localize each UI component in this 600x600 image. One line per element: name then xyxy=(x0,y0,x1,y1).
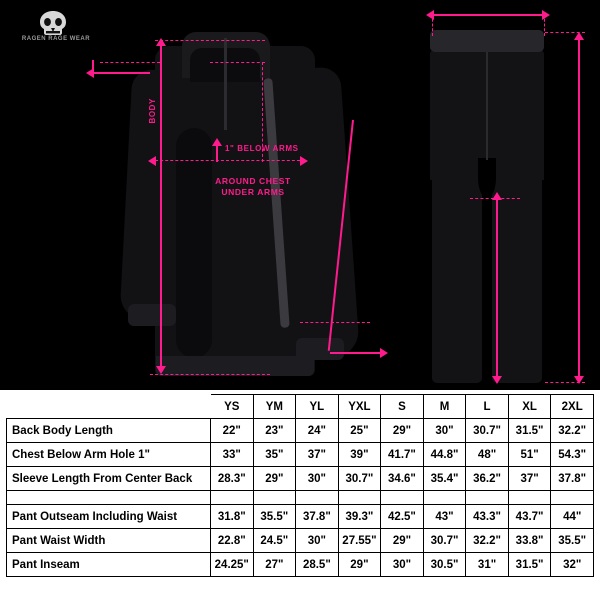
skull-icon xyxy=(36,10,70,36)
jacket-chest-guide xyxy=(150,160,305,161)
cell: 35" xyxy=(253,443,296,467)
pants-outseam-bottom-guide xyxy=(545,382,585,383)
spacer-cell xyxy=(381,491,424,505)
cell: 31.5" xyxy=(508,419,551,443)
spacer-cell xyxy=(296,491,339,505)
pants-graphic xyxy=(418,18,568,386)
size-table-container xyxy=(0,390,600,600)
pants-right-leg xyxy=(492,168,542,383)
cell: 37" xyxy=(508,467,551,491)
cell: 30" xyxy=(423,419,466,443)
sleeve-length-guide xyxy=(100,62,160,63)
table-row xyxy=(7,529,594,553)
jacket-armhole-guide xyxy=(262,62,263,162)
table-header-row xyxy=(7,395,594,419)
row-label: Sleeve Length From Center Back xyxy=(7,467,211,491)
cell: 31.5" xyxy=(508,553,551,577)
pants-waist-left-guide xyxy=(432,14,433,36)
cell: 43.7" xyxy=(508,505,551,529)
pants-inseam-line xyxy=(496,200,498,376)
jacket-body-length-line xyxy=(160,46,162,366)
cell: 29" xyxy=(338,553,381,577)
cell: 30.5" xyxy=(423,553,466,577)
jacket-left-cuff xyxy=(128,304,176,326)
cell: 43.3" xyxy=(466,505,509,529)
cell: 32" xyxy=(551,553,594,577)
jacket-below-arms-label: 1" BELOW ARMS xyxy=(225,144,299,153)
jacket-zipper xyxy=(224,38,227,130)
pants-outseam-top-guide xyxy=(545,32,585,33)
row-label: Chest Below Arm Hole 1" xyxy=(7,443,211,467)
row-label: Back Body Length xyxy=(7,419,211,443)
spacer-cell xyxy=(466,491,509,505)
cell: 33" xyxy=(211,443,254,467)
cell: 30.7" xyxy=(466,419,509,443)
cell: 43" xyxy=(423,505,466,529)
table-header-yxl: YXL xyxy=(338,395,381,419)
jacket-body-shadow xyxy=(176,128,212,358)
jacket-below-arms-arrow xyxy=(212,138,222,146)
cell: 30" xyxy=(296,529,339,553)
table-row xyxy=(7,467,594,491)
spacer-cell xyxy=(508,491,551,505)
cell: 30" xyxy=(381,553,424,577)
cell: 32.2" xyxy=(551,419,594,443)
table-header-ym: YM xyxy=(253,395,296,419)
cell: 25" xyxy=(338,419,381,443)
spacer-cell xyxy=(423,491,466,505)
size-table xyxy=(6,394,594,577)
cell: 41.7" xyxy=(381,443,424,467)
cell: 48" xyxy=(466,443,509,467)
pants-inseam-arrow-down xyxy=(492,376,502,384)
cell: 37.8" xyxy=(551,467,594,491)
cell: 35.4" xyxy=(423,467,466,491)
row-label: Pant Inseam xyxy=(7,553,211,577)
cell: 44.8" xyxy=(423,443,466,467)
sleeve-length-line-top xyxy=(92,72,150,74)
jacket-body-length-arrow-up xyxy=(156,38,166,46)
table-header-blank xyxy=(7,395,211,419)
cell: 29" xyxy=(253,467,296,491)
spacer-cell xyxy=(338,491,381,505)
spacer-cell xyxy=(211,491,254,505)
jacket-hem-guide xyxy=(150,374,270,375)
cell: 44" xyxy=(551,505,594,529)
cell: 39" xyxy=(338,443,381,467)
row-label: Pant Outseam Including Waist xyxy=(7,505,211,529)
row-label: Pant Waist Width xyxy=(7,529,211,553)
cell: 35.5" xyxy=(253,505,296,529)
pants-waist-width-line xyxy=(432,14,544,16)
pants-outseam-arrow-up xyxy=(574,32,584,40)
cell: 27" xyxy=(253,553,296,577)
brand-logo xyxy=(16,10,96,56)
cell: 24.25" xyxy=(211,553,254,577)
cell: 24.5" xyxy=(253,529,296,553)
cell: 28.5" xyxy=(296,553,339,577)
sleeve-end-guide xyxy=(300,322,370,323)
cell: 54.3" xyxy=(551,443,594,467)
cell: 32.2" xyxy=(466,529,509,553)
cell: 22" xyxy=(211,419,254,443)
cell: 22.8" xyxy=(211,529,254,553)
cell: 28.3" xyxy=(211,467,254,491)
jacket-chest-label-line1: AROUND CHEST xyxy=(215,176,291,186)
cell: 35.5" xyxy=(551,529,594,553)
jacket-chest-arrow-left xyxy=(148,156,156,166)
cell: 39.3" xyxy=(338,505,381,529)
table-row xyxy=(7,553,594,577)
jacket-shoulder-guide xyxy=(155,40,265,41)
cell: 37.8" xyxy=(296,505,339,529)
cell: 24" xyxy=(296,419,339,443)
jacket-chest-label-line2: UNDER ARMS xyxy=(221,187,285,197)
cell: 23" xyxy=(253,419,296,443)
jacket-below-arms-line xyxy=(216,146,218,162)
table-header-2xl: 2XL xyxy=(551,395,594,419)
pants-outseam-line xyxy=(578,40,580,376)
cell: 36.2" xyxy=(466,467,509,491)
cell: 31.8" xyxy=(211,505,254,529)
pants-front-seam xyxy=(486,52,488,160)
table-header-l: L xyxy=(466,395,509,419)
cell: 31" xyxy=(466,553,509,577)
cell: 30" xyxy=(296,467,339,491)
jacket-hem xyxy=(156,356,314,376)
spacer-cell xyxy=(551,491,594,505)
cell: 29" xyxy=(381,419,424,443)
jacket-chest-arrow-right xyxy=(300,156,308,166)
table-row xyxy=(7,505,594,529)
table-header-s: S xyxy=(381,395,424,419)
cell: 27.55" xyxy=(338,529,381,553)
pants-inseam-top-guide xyxy=(470,198,520,199)
table-row xyxy=(7,419,594,443)
spacer-cell xyxy=(253,491,296,505)
jacket-shoulder-top-guide xyxy=(210,62,265,63)
table-header-xl: XL xyxy=(508,395,551,419)
jacket-body-label: BODY xyxy=(148,98,157,124)
sleeve-length-tick xyxy=(92,60,94,74)
cell: 29" xyxy=(381,529,424,553)
cell: 51" xyxy=(508,443,551,467)
cell: 42.5" xyxy=(381,505,424,529)
brand-logo-text: RAGEN RAGE WEAR xyxy=(21,36,91,42)
table-group-spacer xyxy=(7,491,594,505)
sleeve-end-arrow xyxy=(380,348,388,358)
pants-waistband xyxy=(430,30,544,52)
table-header-ys: YS xyxy=(211,395,254,419)
cell: 34.6" xyxy=(381,467,424,491)
cell: 30.7" xyxy=(338,467,381,491)
table-row xyxy=(7,443,594,467)
sleeve-end-line xyxy=(330,352,382,354)
cell: 30.7" xyxy=(423,529,466,553)
spacer-cell xyxy=(7,491,211,505)
table-header-yl: YL xyxy=(296,395,339,419)
table-header-m: M xyxy=(423,395,466,419)
jacket-body-length-arrow-down xyxy=(156,366,166,374)
pants-left-leg xyxy=(432,168,482,383)
cell: 33.8" xyxy=(508,529,551,553)
cell: 37" xyxy=(296,443,339,467)
